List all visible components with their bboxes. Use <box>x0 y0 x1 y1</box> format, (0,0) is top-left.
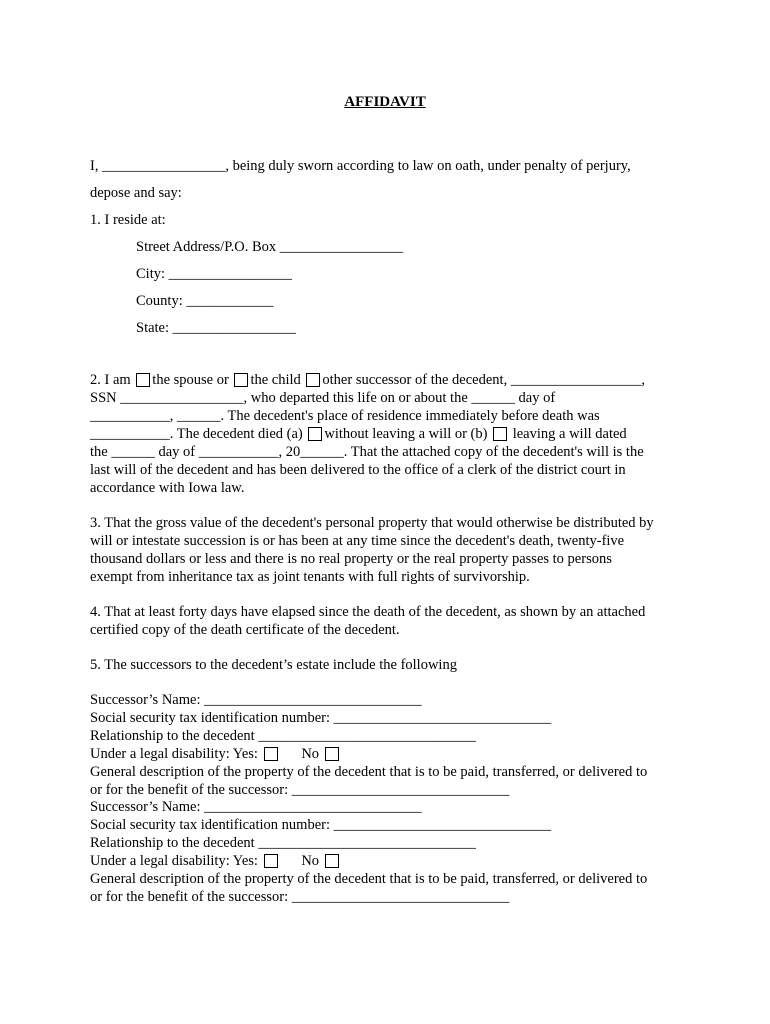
successor-2-ssn-field[interactable]: Social security tax identification number: ______________________________ <box>90 817 552 833</box>
document-title: AFFIDAVIT <box>344 94 426 110</box>
section-2-line-2: SSN _________________, who departed this life on or about the ______ day of <box>90 390 556 406</box>
residence-text: ___________. The decedent died (a) <box>90 426 303 442</box>
section-1-heading: 1. I reside at: <box>90 212 166 228</box>
affiant-name-blank[interactable]: I, _________________ <box>90 158 226 174</box>
street-address-field[interactable]: Street Address/P.O. Box _________________ <box>136 239 404 255</box>
successor-1-disability-label: Under a legal disability: Yes: <box>90 746 258 762</box>
successor-2-description-field[interactable]: or for the benefit of the successor: ______________________________ <box>90 889 510 905</box>
successor-1-disability-no-checkbox[interactable] <box>325 747 339 761</box>
successor-1-disability-yes-checkbox[interactable] <box>264 747 278 761</box>
section-2-line-1 <box>90 371 645 389</box>
successor-2-disability-label: Under a legal disability: Yes: <box>90 853 258 869</box>
section-2-line-5: the ______ day of ___________, 20______. That the attached copy of the decedent's will is the <box>90 444 644 460</box>
intro-line-2: depose and say: <box>90 185 182 201</box>
section-2-line-3: ___________, ______. The decedent's place of residence immediately before death was <box>90 408 600 424</box>
section-2-line-4 <box>90 425 627 443</box>
successor-1-ssn-field[interactable]: Social security tax identification number: ______________________________ <box>90 710 552 726</box>
successor-2-disability-row <box>90 852 341 870</box>
other-successor-checkbox[interactable] <box>306 373 320 387</box>
spouse-label: the spouse or <box>152 372 229 388</box>
with-will-checkbox[interactable] <box>493 427 507 441</box>
without-will-label: without leaving a will or (b) <box>324 426 488 442</box>
section-2-label: 2. I am <box>90 372 131 388</box>
section-2-line-7: accordance with Iowa law. <box>90 480 245 496</box>
section-3-line-1: 3. That the gross value of the decedent's personal property that would otherwise be distributed by <box>90 515 654 531</box>
child-label: the child <box>250 372 301 388</box>
city-field[interactable]: City: _________________ <box>136 266 292 282</box>
successor-1-description-line-1: General description of the property of the decedent that is to be paid, transferred, or delivered to <box>90 764 648 780</box>
successor-2-description-line-1: General description of the property of the decedent that is to be paid, transferred, or delivered to <box>90 871 648 887</box>
successor-2-relationship-field[interactable]: Relationship to the decedent ______________________________ <box>90 835 476 851</box>
other-successor-label: other successor of the decedent, __________________, <box>322 372 645 388</box>
state-field[interactable]: State: _________________ <box>136 320 296 336</box>
county-field[interactable]: County: ____________ <box>136 293 274 309</box>
child-checkbox[interactable] <box>234 373 248 387</box>
successor-1-description-field[interactable]: or for the benefit of the successor: ______________________________ <box>90 782 510 798</box>
successor-1-relationship-field[interactable]: Relationship to the decedent ______________________________ <box>90 728 476 744</box>
successor-1-disability-row <box>90 745 341 763</box>
section-3-line-4: exempt from inheritance tax as joint tenants with full rights of survivorship. <box>90 569 530 585</box>
successor-2-disability-no-label: No <box>301 853 320 869</box>
section-3-line-2: will or intestate succession is or has been at any time since the decedent's death, twenty-five <box>90 533 625 549</box>
spouse-checkbox[interactable] <box>136 373 150 387</box>
without-will-checkbox[interactable] <box>308 427 322 441</box>
section-4-line-1: 4. That at least forty days have elapsed since the death of the decedent, as shown by an attached <box>90 604 646 620</box>
intro-text: , being duly sworn according to law on oath, under penalty of perjury, <box>225 158 631 174</box>
successor-1-disability-no-label: No <box>301 746 320 762</box>
section-4-line-2: certified copy of the death certificate of the decedent. <box>90 622 400 638</box>
with-will-label: leaving a will dated <box>512 426 627 442</box>
intro-line-1 <box>90 157 631 175</box>
successor-2-name-field[interactable]: Successor’s Name: ______________________________ <box>90 799 422 815</box>
successor-1-name-field[interactable]: Successor’s Name: ______________________________ <box>90 692 422 708</box>
successor-2-disability-yes-checkbox[interactable] <box>264 854 278 868</box>
section-5-heading: 5. The successors to the decedent’s estate include the following <box>90 657 457 673</box>
section-3-line-3: thousand dollars or less and there is no real property or the real property passes to persons <box>90 551 612 567</box>
successor-2-disability-no-checkbox[interactable] <box>325 854 339 868</box>
section-2-line-6: last will of the decedent and has been delivered to the office of a clerk of the district court in <box>90 462 626 478</box>
